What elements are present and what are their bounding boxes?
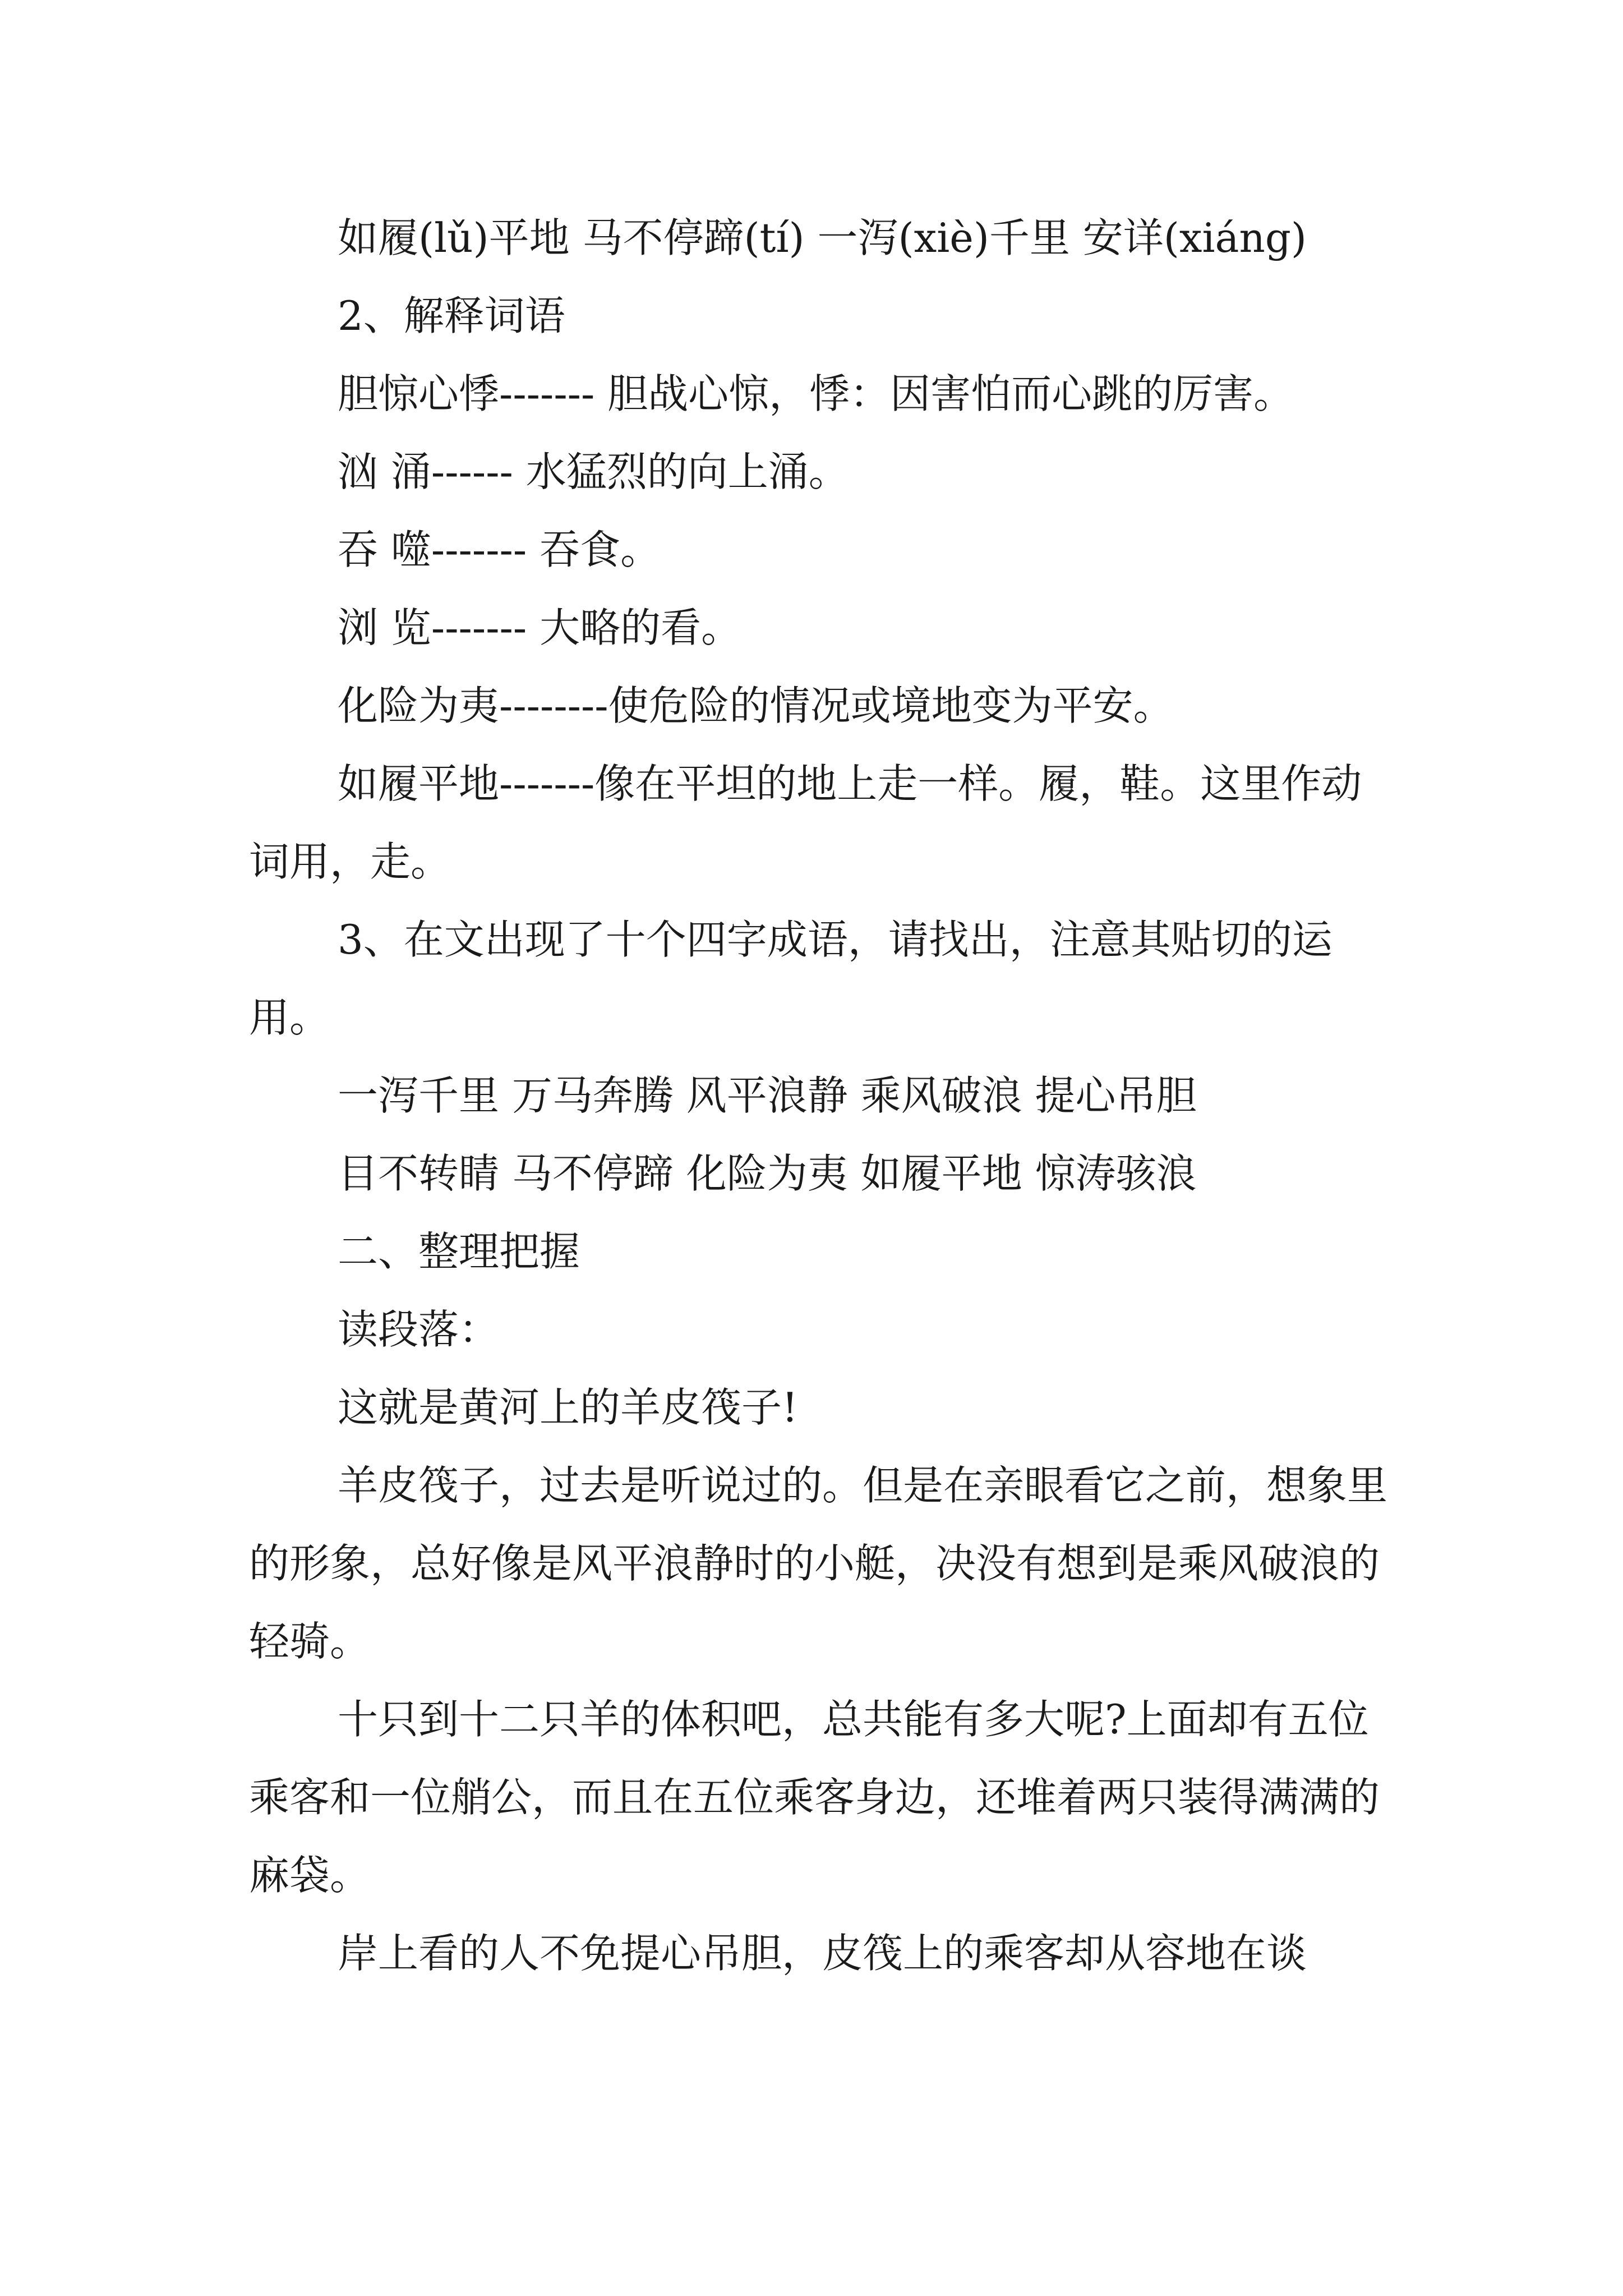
- paragraph-definition-5: 化险为夷--------使危险的情况或境地变为平安。: [338, 682, 1174, 729]
- paragraph-idiom-list-2: 目不转睛 马不停蹄 化险为夷 如履平地 惊涛骇浪: [338, 1150, 1197, 1197]
- paragraph-idiom-list-1: 一泻千里 万马奔腾 风平浪静 乘风破浪 提心吊胆: [338, 1072, 1197, 1119]
- paragraph-definition-4: 浏 览------- 大略的看。: [338, 604, 742, 651]
- document-body: [249, 199, 1387, 1993]
- paragraph-text-2: 羊皮筏子，过去是听说过的。但是在亲眼看它之前，想象里的形象，总好像是风平浪静时的小艇，决没有想到是乘风破浪的轻骑。: [249, 1462, 1388, 1665]
- paragraph-text-1: 这就是黄河上的羊皮筏子!: [338, 1384, 798, 1431]
- paragraph-text-3: 十只到十二只羊的体积吧，总共能有多大呢?上面却有五位乘客和一位艄公，而且在五位乘客身边，还堆着两只装得满满的麻袋。: [249, 1696, 1380, 1899]
- paragraph-definition-2: 汹 涌------ 水猛烈的向上涌。: [338, 448, 849, 495]
- paragraph-heading-explain-words: 2、解释词语: [338, 292, 565, 339]
- paragraph-definition-3: 吞 噬------- 吞食。: [338, 526, 661, 573]
- paragraph-idiom-question: 3、在文出现了十个四字成语，请找出，注意其贴切的运用。: [249, 916, 1332, 1041]
- paragraph-definition-6: 如履平地-------像在平坦的地上走一样。履，鞋。这里作动词用，走。: [249, 760, 1362, 885]
- paragraph-text-4: 岸上看的人不免提心吊胆，皮筏上的乘客却从容地在谈: [338, 1930, 1307, 1977]
- paragraph-definition-1: 胆惊心悸------- 胆战心惊，悸：因害怕而心跳的厉害。: [338, 370, 1294, 417]
- paragraph-section-heading: 二、整理把握: [338, 1228, 580, 1275]
- paragraph-pinyin-list: 如履(lǔ)平地 马不停蹄(tí) 一泻(xiè)千里 安详(xiáng): [338, 214, 1307, 261]
- paragraph-read-label: 读段落：: [338, 1306, 500, 1353]
